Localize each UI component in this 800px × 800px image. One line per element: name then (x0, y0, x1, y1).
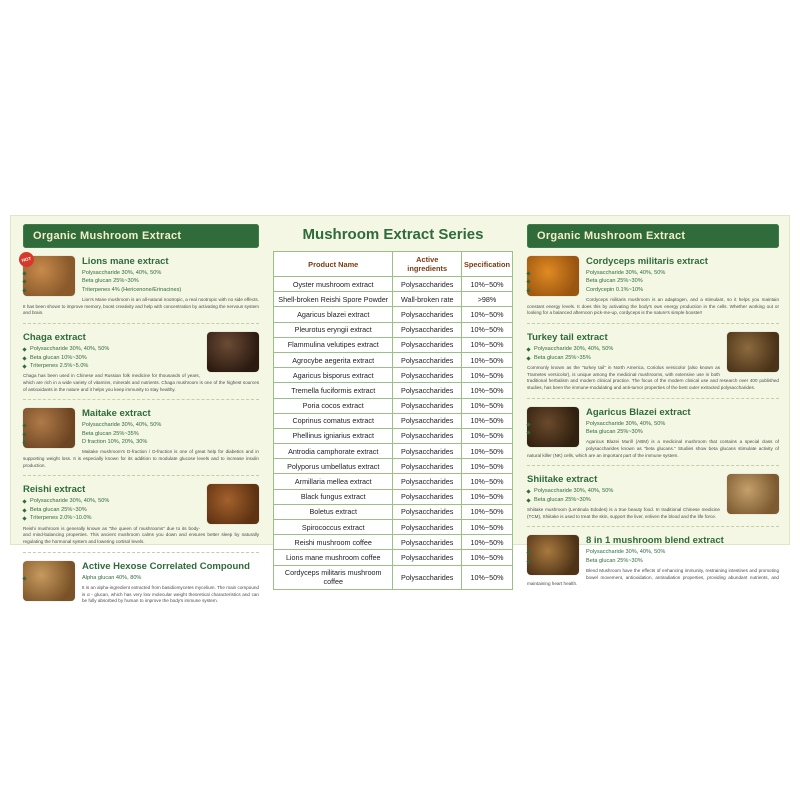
cell-ingredient: Polysaccharides (393, 277, 462, 292)
cell-spec: 10%~50% (461, 368, 512, 383)
table-header-row (274, 252, 513, 277)
bullet: Polysaccharide 30%, 40%, 50% (527, 548, 779, 556)
cell-spec: 10%~50% (461, 277, 512, 292)
cell-spec: 10%~50% (461, 535, 512, 550)
entry-description: Cordyceps militaris mushroom is an adaptogen, and a stimulant, so it helps you maintain constant energy levels. It does this by activating the body's own energy production in the cells. Whether working out or looking for a balanced afternoon pick-me-up, cordyceps is the nature's simple booster! (527, 297, 779, 316)
table-row (274, 474, 513, 489)
entry-reishi (23, 484, 259, 552)
table-row (274, 337, 513, 352)
cell-ingredient: Polysaccharides (393, 398, 462, 413)
cell-ingredient: Polysaccharides (393, 337, 462, 352)
cell-ingredient: Polysaccharides (393, 550, 462, 565)
cell-product: Agrocybe aegerita extract (274, 352, 393, 367)
middle-column (269, 216, 517, 587)
cell-ingredient: Polysaccharides (393, 535, 462, 550)
cell-product: Oyster mushroom extract (274, 277, 393, 292)
cell-ingredient: Polysaccharides (393, 459, 462, 474)
bullet: Polysaccharide 30%, 40%, 50% (527, 269, 779, 277)
cell-product: Lions mane mushroom coffee (274, 550, 393, 565)
entry-agaricus-blazei (527, 407, 779, 467)
cell-product: Spirococcus extract (274, 520, 393, 535)
divider (23, 475, 259, 476)
cell-product: Armillaria mellea extract (274, 474, 393, 489)
bullet: Polysaccharide 30%, 40%, 50% (527, 345, 779, 353)
entry-ahcc (23, 561, 259, 605)
cell-product: Agaricus blazei extract (274, 307, 393, 322)
bullet: Polysaccharide 30%, 40%, 50% (23, 497, 259, 505)
cell-product: Antrodia camphorate extract (274, 444, 393, 459)
cell-spec: 10%~50% (461, 352, 512, 367)
right-banner: Organic Mushroom Extract (527, 224, 779, 248)
cell-ingredient: Polysaccharides (393, 520, 462, 535)
left-banner: Organic Mushroom Extract (23, 224, 259, 248)
bullet: Beta glucan 25%~30% (23, 277, 259, 285)
bullet: Triterpenes 4% (Hericenone/Erinacines) (23, 286, 259, 294)
entry-turkey-tail (527, 332, 779, 398)
cell-spec: >98% (461, 292, 512, 307)
entry-description: Commonly known as the "turkey tail" in North America, Coriolus versicolor (also known as Trametes versicolor), is unique among the medicinal mushrooms, with extensive use in both traditional herbalism and modern clinical practice. The focus of the modern clinical use and research over 400 published studies, has been the immune-modulating and anti-tumor properties of the best outer extracted polysaccharides. (527, 364, 779, 390)
column-header-ingredients: Active ingredients (393, 252, 462, 277)
entry-bullets (527, 487, 779, 504)
entry-title: Agaricus Blazei extract (586, 406, 691, 418)
cell-spec: 10%~50% (461, 489, 512, 504)
cell-spec: 10%~50% (461, 398, 512, 413)
entry-title: Shiitake extract (527, 474, 598, 486)
cell-spec: 10%~50% (461, 383, 512, 398)
table-row (274, 413, 513, 428)
bullet: Polysaccharide 30%, 40%, 50% (23, 421, 259, 429)
entry-title: Cordyceps militaris extract (586, 256, 708, 267)
cell-product: Phellinus igniarius extract (274, 428, 393, 443)
bullet: Beta glucan 25%~30% (527, 428, 779, 436)
cell-spec: 10%~50% (461, 459, 512, 474)
entry-lions-mane (23, 256, 259, 324)
cell-ingredient: Polysaccharides (393, 504, 462, 519)
cell-product: Cordyceps militaris mushroom coffee (274, 565, 393, 589)
entry-bullets (23, 269, 259, 294)
bullet: Cordycepin 0.1%~10% (527, 286, 779, 294)
cell-ingredient: Polysaccharides (393, 307, 462, 322)
cell-product: Polyporus umbellatus extract (274, 459, 393, 474)
table-row (274, 307, 513, 322)
bullet: Beta glucan 10%~30% (23, 354, 259, 362)
cell-spec: 10%~50% (461, 550, 512, 565)
entry-title: Maitake extract (82, 408, 151, 420)
divider (527, 323, 779, 324)
cell-ingredient: Polysaccharides (393, 383, 462, 398)
bullet: Polysaccharide 30%, 40%, 50% (23, 269, 259, 277)
table-row (274, 277, 513, 292)
cell-product: Agaricus bisporus extract (274, 368, 393, 383)
entry-description: Agaricus Blazei Murill (ABM) is a medicinal mushroom that contains a special class of polysaccharides known as "beta glucans." Studies show beta glucans stimulate activity of natural killer (NK) cells, which are an important part of the immune system. (527, 439, 779, 458)
column-header-product: Product Name (274, 252, 393, 277)
bullet: Triterpenes 2.5%~5.0% (23, 362, 259, 370)
cell-ingredient: Polysaccharides (393, 413, 462, 428)
table-row (274, 322, 513, 337)
entry-blend (527, 535, 779, 588)
entry-bullets (527, 420, 779, 437)
bullet: Beta glucan 25%~30% (527, 277, 779, 285)
series-title: Mushroom Extract Series (302, 226, 484, 243)
entry-description: Blend Mushroom have the effects of enhancing immunity, restraining intestines and promoting bowel movement, antioxidation, antiradiation properties, providing abundant nutrients, and maintaining heart health. (527, 568, 779, 587)
cell-spec: 10%~50% (461, 307, 512, 322)
entry-bullets (23, 574, 259, 582)
cell-spec: 10%~50% (461, 413, 512, 428)
entry-bullets (527, 548, 779, 565)
cell-ingredient: Polysaccharides (393, 368, 462, 383)
entry-title: Lions mane extract (82, 256, 169, 267)
entry-chaga (23, 332, 259, 400)
entry-bullets (527, 269, 779, 294)
cell-spec: 10%~50% (461, 428, 512, 443)
cell-ingredient: Polysaccharides (393, 474, 462, 489)
cell-product: Shell-broken Reishi Spore Powder (274, 292, 393, 307)
table-row (274, 292, 513, 307)
table-row (274, 444, 513, 459)
entry-bullets (527, 345, 779, 362)
entry-title: Active Hexose Correlated Compound (82, 560, 250, 572)
cell-ingredient: Polysaccharides (393, 444, 462, 459)
divider (23, 323, 259, 324)
cell-product: Flammulina velutipes extract (274, 337, 393, 352)
entry-description: Shiitake mushroom (Lentinula Edodes) is a true beauty food. In traditional Chinese medicine (TCM), Shiitake is used to treat the skin, support the liver, enliven the blood and the life force. (527, 507, 720, 519)
bullet: Polysaccharide 30%, 40%, 50% (527, 487, 779, 495)
divider (527, 465, 779, 466)
left-column (11, 216, 269, 604)
table-row (274, 398, 513, 413)
cell-ingredient: Polysaccharides (393, 489, 462, 504)
series-table (273, 251, 513, 590)
cell-product: Coprinus comatus extract (274, 413, 393, 428)
entry-bullets (23, 345, 259, 370)
cell-spec: 10%~50% (461, 444, 512, 459)
entry-title: Turkey tail extract (527, 332, 608, 344)
table-row (274, 535, 513, 550)
table-row (274, 489, 513, 504)
entry-bullets (23, 421, 259, 446)
table-row (274, 565, 513, 589)
cell-ingredient: Polysaccharides (393, 322, 462, 337)
cell-ingredient: Polysaccharides (393, 352, 462, 367)
bullet: Alpha glucan 40%, 80% (23, 574, 259, 582)
bullet: Beta glucan 25%~30% (527, 496, 779, 504)
cell-ingredient: Wall-broken rate (393, 292, 462, 307)
bullet: Polysaccharide 30%, 40%, 50% (527, 420, 779, 428)
entry-maitake (23, 408, 259, 476)
bullet: Beta glucan 25%~35% (527, 354, 779, 362)
divider (527, 398, 779, 399)
cell-spec: 10%~50% (461, 520, 512, 535)
table-row (274, 520, 513, 535)
entry-description: Reishi mushroom is generally known as "the queen of mushrooms" due to its body- and mind-balancing properties. This ancient mushroom calms you down and ensures better sleep by naturally regulating the hormonal system and lowering cortisol levels. (23, 525, 259, 544)
bullet: Beta glucan 25%~30% (527, 557, 779, 565)
entry-title: Reishi extract (23, 484, 86, 496)
column-header-specification: Specification (461, 252, 512, 277)
brochure-sheet (10, 215, 790, 604)
cell-ingredient: Polysaccharides (393, 565, 462, 589)
entry-description: It is an alpha-ingredient extracted from basidiomycetes mycelium. The main compound is α - glucan, which has very low molecular weight theoretical characteristics and can be fully absorbed by human to improve the body's immune system. (82, 584, 259, 604)
cell-ingredient: Polysaccharides (393, 428, 462, 443)
table-row (274, 550, 513, 565)
cell-spec: 10%~50% (461, 565, 512, 589)
bullet: Triterpenes 2.0%~10.0% (23, 514, 259, 522)
cell-product: Black fungus extract (274, 489, 393, 504)
entry-description: Chaga has been used in Chinese and Russian folk medicine for thousands of years, which are rich in a wide variety of vitamins, minerals and nutrients. Chaga mushroom is one of the highest sources of antioxidants in the nature and it helps you keep immunity to stay healthy. (23, 373, 259, 392)
cell-product: Poria cocos extract (274, 398, 393, 413)
entry-description: Maitake mushroom's D-fraction / D-fraction is one of great help for diabetics and in supporting weight loss. It is especially known for its addition to modulate glucose levels and to increase insulin production. (23, 449, 259, 468)
entry-description: Lion's Mane mushroom is an all-natural nootropic, a real nootropic with no side effects. It has been shown to improve memory, boost creativity and help with concentration by activating the nervous system and brain. (23, 297, 259, 316)
cell-spec: 10%~50% (461, 322, 512, 337)
cell-spec: 10%~50% (461, 337, 512, 352)
table-row (274, 368, 513, 383)
cell-product: Reishi mushroom coffee (274, 535, 393, 550)
cell-spec: 10%~50% (461, 504, 512, 519)
cell-spec: 10%~50% (461, 474, 512, 489)
table-row (274, 428, 513, 443)
entry-shiitake (527, 474, 779, 527)
divider (527, 526, 779, 527)
bullet: Polysaccharide 30%, 40%, 50% (23, 345, 259, 353)
entry-title: Chaga extract (23, 332, 86, 344)
bullet: D fraction 10%, 20%, 30% (23, 438, 259, 446)
divider (23, 399, 259, 400)
entry-cordyceps (527, 256, 779, 324)
table-row (274, 383, 513, 398)
entry-title: 8 in 1 mushroom blend extract (586, 535, 724, 547)
cell-product: Tremella fuciformis extract (274, 383, 393, 398)
right-column (517, 216, 789, 587)
entry-bullets (23, 497, 259, 522)
cell-product: Boletus extract (274, 504, 393, 519)
table-row (274, 459, 513, 474)
table-row (274, 504, 513, 519)
table-row (274, 352, 513, 367)
divider (23, 552, 259, 553)
hot-badge: HOT (18, 251, 36, 269)
bullet: Beta glucan 25%~35% (23, 430, 259, 438)
cell-product: Pleurotus eryngii extract (274, 322, 393, 337)
bullet: Beta glucan 25%~30% (23, 506, 259, 514)
